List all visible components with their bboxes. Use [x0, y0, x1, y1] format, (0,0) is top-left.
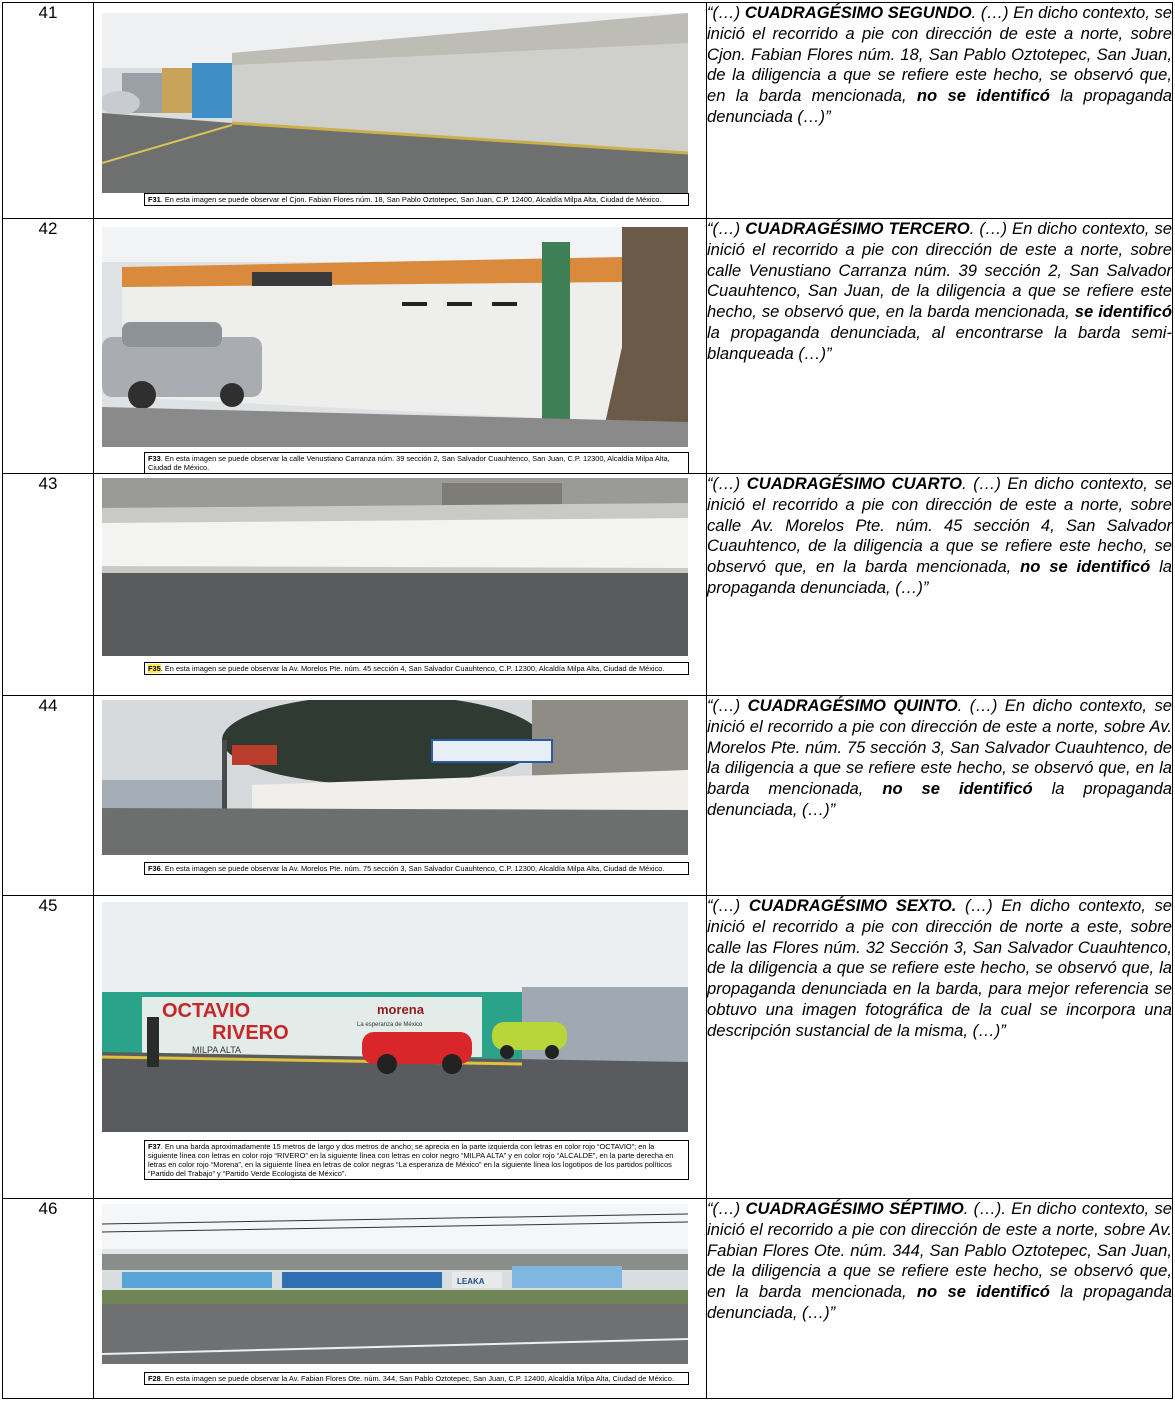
row-number: 46 — [3, 1199, 94, 1399]
description-cell — [707, 3, 1173, 219]
photo-caption: F36. En esta imagen se puede observar la Av. Morelos Pte. núm. 75 sección 3, San Salvador Cuauhtenco, C.P. 12300, Alcaldía Milpa Alta, Ciudad de México. — [144, 862, 689, 875]
photo-caption: F37. En una barda aproximadamente 15 metros de largo y dos metros de ancho; se aprecia en la parte izquierda con letras en color rojo “OCTAVIO”; en la siguiente línea con letras en color rojo “RIVERO” en la siguiente línea con letras en color negro “MILPA ALTA” y en color rojo “ALCALDE”, en la parte derecha en letras en color rojo “Morena”, en la siguiente línea en letras de color negras “La esperanza de México” en la siguiente línea los logotipos de los partidos políticos “Partido del Trabajo” y “Partido Verde Ecologista de México”. — [144, 1140, 689, 1180]
row-number: 42 — [3, 219, 94, 474]
table-row — [3, 1199, 1173, 1399]
row-number: 41 — [3, 3, 94, 219]
street-photo — [102, 478, 688, 656]
photo-caption: F33. En esta imagen se puede observar la calle Venustiano Carranza núm. 39 sección 2, San Salvador Cuauhtenco, San Juan, C.P. 12300, Alcaldía Milpa Alta, Ciudad de México. — [144, 452, 689, 474]
photo-text-right2: La esperanza de México — [357, 1022, 423, 1028]
description-text: “(…) CUADRAGÉSIMO QUINTO. (…) En dicho contexto, se inició el recorrido a pie con dirección de este a norte, sobre Av. Morelos Pte. núm. 75 sección 3, San Salvador Cuauhtenco, de la diligencia a que se refiere este hecho, se observó que, en la barda mencionada, no se identificó la propaganda denunciada, (…)” — [707, 696, 1173, 819]
description-cell — [707, 1199, 1173, 1399]
description-text: “(…) CUADRAGÉSIMO SÉPTIMO. (…). En dicho contexto, se inició el recorrido a pie con dirección de este a norte, sobre Av. Fabian Flores Ote. núm. 344, San Pablo Oztotepec, San Juan, de la diligencia a que se refiere este hecho, se observó que, en la barda mencionada, no se identificó la propaganda denunciada, (…)” — [707, 1199, 1172, 1322]
description-cell — [707, 474, 1173, 696]
photo-cell — [94, 896, 707, 1199]
table-row — [3, 3, 1173, 219]
street-photo — [102, 1204, 688, 1364]
evidence-table — [2, 2, 1173, 1399]
street-photo — [102, 227, 688, 447]
photo-cell — [94, 474, 707, 696]
description-text: “(…) CUADRAGÉSIMO TERCERO. (…) En dicho contexto, se inició el recorrido a pie con dirección de este a norte, sobre calle Venustiano Carranza núm. 39 sección 2, San Salvador Cuauhtenco, San Juan, de la diligencia a que se refiere este hecho, se observó que, en la barda mencionada, se identificó la propaganda denunciada, al encontrarse la barda semi-blanqueada (…)” — [707, 219, 1173, 363]
photo-text-line3: MILPA ALTA — [192, 1045, 242, 1055]
description-text: “(…) CUADRAGÉSIMO SEXTO. (…) En dicho contexto, se inició el recorrido a pie con dirección de norte a este, sobre calle las Flores núm. 32 Sección 3, San Salvador Cuauhtenco, de la diligencia a que se refiere este hecho, se observó que, la propaganda denunciada en la barda, para mejor referencia se obtuvo una imagen fotográfica de la cual se incorpora una descripción sustancial de la misma, (…)” — [707, 896, 1172, 1040]
photo-cell — [94, 1199, 707, 1399]
photo-cell — [94, 696, 707, 896]
photo-cell — [94, 219, 707, 474]
photo-mural-text: LEAKA — [457, 1277, 485, 1286]
row-number: 45 — [3, 896, 94, 1199]
photo-text-right1: morena — [377, 1002, 424, 1017]
photo-caption: F28. En esta imagen se puede observar la Av. Fabian Flores Ote. núm. 344, San Pablo Oztotepec, San Juan, C.P. 12400, Alcaldía Milpa Alta, Ciudad de México. — [144, 1372, 689, 1385]
row-number: 44 — [3, 696, 94, 896]
photo-text-line1: OCTAVIO — [162, 1000, 251, 1022]
description-cell — [707, 896, 1173, 1199]
street-photo — [102, 13, 688, 193]
table-row — [3, 696, 1173, 896]
description-cell — [707, 696, 1173, 896]
photo-caption: F35. En esta imagen se puede observar la Av. Morelos Pte. núm. 45 sección 4, San Salvador Cuauhtenco, C.P. 12300, Alcaldía Milpa Alta, Ciudad de México. — [144, 662, 689, 675]
table-row — [3, 219, 1173, 474]
description-text: “(…) CUADRAGÉSIMO SEGUNDO. (…) En dicho contexto, se inició el recorrido a pie con dirección de este a norte, sobre Cjon. Fabian Flores núm. 18, San Pablo Oztotepec, San Juan, de la diligencia a que se refiere este hecho, se observó que, en la barda mencionada, no se identificó la propaganda denunciada (…)” — [707, 3, 1172, 126]
photo-cell — [94, 3, 707, 219]
photo-caption: F31. En esta imagen se puede observar el Cjon. Fabian Flores núm. 18, San Pablo Oztotepec, San Juan, C.P. 12400, Alcaldía Milpa Alta, Ciudad de México. — [144, 193, 689, 206]
table-row — [3, 474, 1173, 696]
street-photo — [102, 902, 688, 1132]
photo-text-line2: RIVERO — [212, 1022, 289, 1044]
table-row — [3, 896, 1173, 1199]
street-photo — [102, 700, 688, 855]
description-text: “(…) CUADRAGÉSIMO CUARTO. (…) En dicho contexto, se inició el recorrido a pie con dirección de este a norte, sobre calle Av. Morelos Pte. núm. 45 sección 4, San Salvador Cuauhtenco, de la diligencia a que se refiere este hecho, se observó que, en la barda mencionada, no se identificó la propaganda denunciada, (…)” — [707, 474, 1173, 597]
description-cell — [707, 219, 1173, 474]
row-number: 43 — [3, 474, 94, 696]
